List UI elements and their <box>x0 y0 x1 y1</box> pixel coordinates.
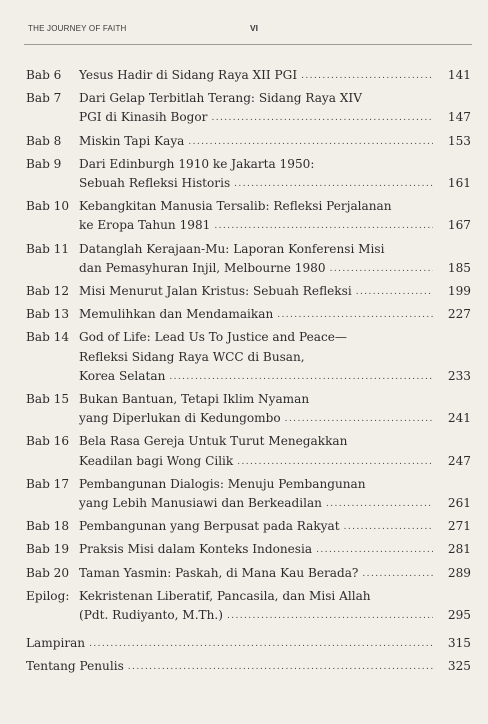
toc-entry-title-line: Keadilan bagi Wong Cilik <box>79 453 234 468</box>
toc-entry <box>26 564 471 583</box>
toc-entry-title-line: Misi Menurut Jalan Kristus: Sebuah Refleksi <box>79 284 352 299</box>
dot-leader <box>211 109 433 128</box>
toc-entry-label: Bab 8 <box>26 133 62 148</box>
table-of-contents <box>26 66 471 677</box>
toc-entry-title-line: Yesus Hadir di Sidang Raya XII PGI <box>79 68 298 82</box>
toc-entry <box>26 240 471 278</box>
dot-leader <box>128 658 433 677</box>
header-rule <box>24 44 472 45</box>
dot-leader <box>237 453 433 472</box>
toc-entry-page: 241 <box>447 411 471 426</box>
toc-entry-page: 161 <box>447 176 471 191</box>
dot-leader <box>188 133 433 152</box>
toc-entry <box>26 328 471 386</box>
dot-leader <box>344 518 433 537</box>
toc-entry <box>26 432 471 470</box>
toc-entry-page: 227 <box>447 307 471 322</box>
toc-entry <box>26 517 471 536</box>
dot-leader <box>326 495 433 514</box>
toc-entry-title-line: Dari Gelap Terbitlah Terang: Sidang Raya XIV <box>79 91 362 106</box>
toc-entry-label: Bab 17 <box>26 476 70 491</box>
toc-entry-title-line: ke Eropa Tahun 1981 <box>79 218 211 233</box>
toc-entry-page: 315 <box>447 636 471 651</box>
toc-entry-title-line: Tentang Penulis <box>26 659 124 674</box>
running-header <box>28 24 468 38</box>
toc-entry-page: 247 <box>447 453 471 468</box>
toc-entry-title-line: yang Lebih Manusiawi dan Berkeadilan <box>79 496 322 511</box>
toc-entry-page: 199 <box>447 284 471 299</box>
toc-entry-page: 185 <box>447 260 471 275</box>
toc-entry-title-line: dan Pemasyhuran Injil, Melbourne 1980 <box>79 260 326 275</box>
dot-leader <box>89 635 433 654</box>
book-title: THE JOURNEY OF FAITH <box>28 24 127 33</box>
toc-entry-title-line: (Pdt. Rudiyanto, M.Th.) <box>79 608 223 623</box>
toc-entry-page: 261 <box>447 496 471 511</box>
toc-entry-label: Bab 11 <box>26 241 70 256</box>
toc-entry-title-line: Bukan Bantuan, Tetapi Iklim Nyaman <box>79 392 310 407</box>
toc-entry-title-line: Refleksi Sidang Raya WCC di Busan, <box>79 349 305 364</box>
dot-leader <box>356 283 433 302</box>
toc-entry-label: Bab 12 <box>26 284 70 299</box>
toc-entry-page: 295 <box>447 608 471 623</box>
toc-entry <box>26 89 471 127</box>
toc-entry-label: Bab 19 <box>26 542 70 557</box>
toc-entry-label: Bab 15 <box>26 392 70 407</box>
toc-entry-label: Epilog: <box>26 588 70 603</box>
toc-entry <box>26 305 471 324</box>
toc-entry-page: 289 <box>447 565 471 580</box>
page-number: VI <box>250 23 259 33</box>
toc-entry-title-line: Korea Selatan <box>79 368 166 383</box>
dot-leader <box>285 410 433 429</box>
toc-entry-label: Bab 13 <box>26 307 70 322</box>
toc-entry <box>26 282 471 301</box>
toc-entry-page: 167 <box>447 218 471 233</box>
toc-entry-title-line: Lampiran <box>26 636 86 651</box>
toc-entry <box>26 657 471 676</box>
dot-leader <box>169 368 433 387</box>
dot-leader <box>301 67 433 86</box>
toc-entry-label: Bab 18 <box>26 519 70 534</box>
toc-entry-label: Bab 9 <box>26 156 62 171</box>
toc-entry <box>26 634 471 653</box>
toc-entry-title-line: yang Diperlukan di Kedungombo <box>79 411 281 426</box>
dot-leader <box>234 175 433 194</box>
toc-entry <box>26 587 471 625</box>
toc-entry-label: Bab 20 <box>26 565 70 580</box>
toc-entry-label: Bab 7 <box>26 91 62 106</box>
toc-entry-label: Bab 10 <box>26 199 70 214</box>
dot-leader <box>316 541 433 560</box>
toc-entry-title-line: Taman Yasmin: Paskah, di Mana Kau Berada? <box>79 565 359 580</box>
toc-entry-title-line: Memulihkan dan Mendamaikan <box>79 307 274 322</box>
toc-entry-title-line: Miskin Tapi Kaya <box>79 133 185 148</box>
toc-entry-label: Bab 14 <box>26 330 70 345</box>
dot-leader <box>277 306 433 325</box>
toc-entry-page: 271 <box>447 519 471 534</box>
toc-entry-title-line: Bela Rasa Gereja Untuk Turut Menegakkan <box>79 434 348 449</box>
toc-entry-label: Bab 6 <box>26 68 62 82</box>
toc-entry-page: 325 <box>447 659 471 674</box>
toc-entry-title-line: Dari Edinburgh 1910 ke Jakarta 1950: <box>79 156 315 171</box>
toc-entry <box>26 475 471 513</box>
toc-entry <box>26 197 471 235</box>
toc-entry <box>26 132 471 151</box>
toc-entry-page: 153 <box>447 133 471 148</box>
toc-entry <box>26 155 471 193</box>
dot-leader <box>362 565 433 584</box>
dot-leader <box>227 607 433 626</box>
toc-entry-page: 141 <box>447 68 471 82</box>
toc-entry-title-line: Pembangunan yang Berpusat pada Rakyat <box>79 519 340 534</box>
toc-entry <box>26 540 471 559</box>
toc-entry-page: 233 <box>447 368 471 383</box>
dot-leader <box>330 260 433 279</box>
toc-entry-label: Bab 16 <box>26 434 70 449</box>
toc-entry-title-line: Kekristenan Liberatif, Pancasila, dan Misi Allah <box>79 588 371 603</box>
toc-entry <box>26 66 471 85</box>
toc-entry-title-line: Pembangunan Dialogis: Menuju Pembangunan <box>79 476 366 491</box>
toc-entry-title-line: Datanglah Kerajaan-Mu: Laporan Konferensi Misi <box>79 241 385 256</box>
toc-entry-title-line: Sebuah Refleksi Historis <box>79 176 231 191</box>
dot-leader <box>214 217 433 236</box>
toc-entry-title-line: Praksis Misi dalam Konteks Indonesia <box>79 542 313 557</box>
toc-entry-title-line: Kebangkitan Manusia Tersalib: Refleksi Perjalanan <box>79 199 392 214</box>
toc-entry-page: 147 <box>447 110 471 125</box>
toc-entry-title-line: God of Life: Lead Us To Justice and Peace— <box>79 330 347 345</box>
toc-entry <box>26 390 471 428</box>
toc-entry-page: 281 <box>447 542 471 557</box>
toc-entry-title-line: PGI di Kinasih Bogor <box>79 110 208 125</box>
